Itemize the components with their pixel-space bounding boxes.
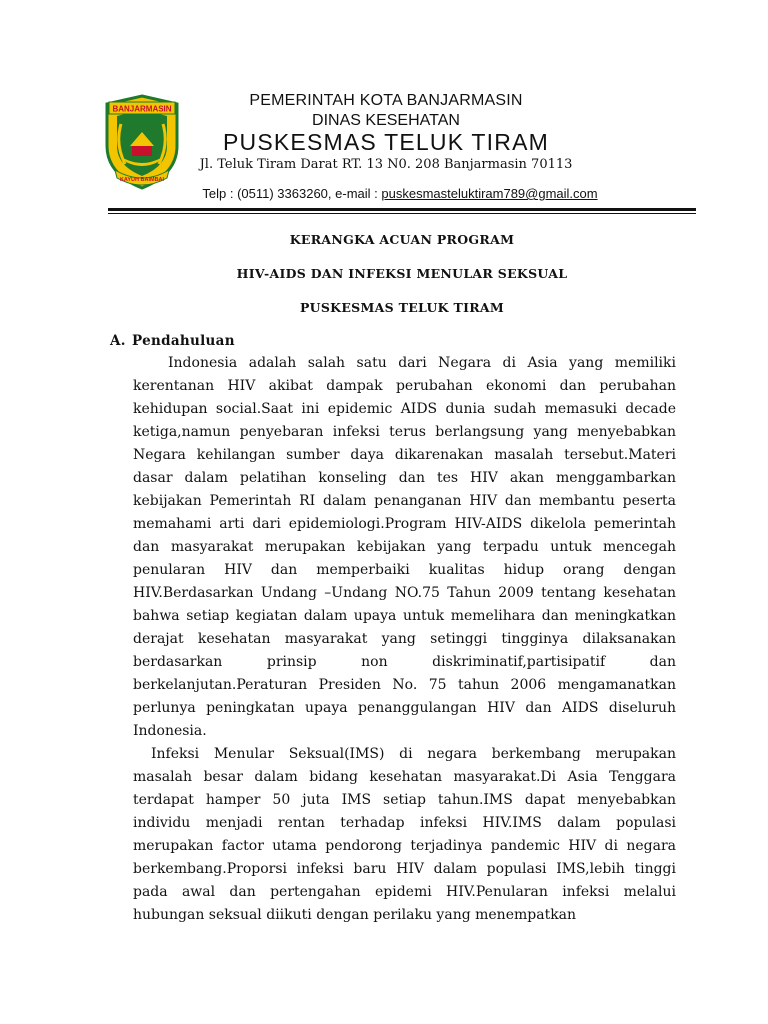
contact-line — [110, 186, 690, 201]
section-number: A. — [110, 333, 126, 349]
institution-address: Jl. Teluk Tiram Darat RT. 13 N0. 208 Banjarmasin 70113 — [199, 157, 573, 172]
email-link[interactable]: puskesmasteluktiram789@gmail.com — [381, 186, 598, 201]
letterhead-divider-thin — [108, 213, 696, 214]
logo-top-text: BANJARMASIN — [112, 104, 172, 114]
paragraph-ims: Infeksi Menular Seksual(IMS) di negara berkembang merupakan masalah besar dalam bidang kesehatan masyarakat.Di Asia Tenggara terdapat hamper 50 juta IMS setiap tahun.IMS dapat menyebabkan individu menjadi rentan terhadap infeksi HIV.IMS dalam populasi merupakan factor utama pendorong terjadinya pandemic HIV di negara berkembang.Proporsi infeksi baru HIV dalam populasi IMS,lebih tinggi pada awal dan pertengahan epidemi HIV.Penularan infeksi melalui hubungan seksual diikuti dengan perilaku yang menempatkan — [133, 746, 676, 923]
logo-bottom-text: KAYUH BAIMBAI — [119, 177, 165, 183]
institution-name: PUSKESMAS TELUK TIRAM — [223, 129, 549, 155]
document-subtitle: HIV-AIDS DAN INFEKSI MENULAR SEKSUAL — [236, 266, 568, 281]
government-name: PEMERINTAH KOTA BANJARMASIN — [249, 92, 523, 109]
document-institution-title: PUSKESMAS TELUK TIRAM — [299, 300, 505, 315]
contact-phone: Telp : (0511) 3363260, e-mail : — [202, 186, 382, 201]
document-title: KERANGKA ACUAN PROGRAM — [289, 232, 515, 247]
paragraph-introduction: Indonesia adalah salah satu dari Negara di Asia yang memiliki kerentanan HIV akibat dampak perubahan ekonomi dan perubahan kehidupan social.Saat ini epidemic AIDS dunia sudah memasuki decade ketiga,namun penyebaran infeksi terus berlangsung yang menyebabkan Negara kehilangan sumber daya dikarenakan masalah tersebut.Materi dasar dalam pelatihan konseling dan tes HIV akan menggambarkan kebijakan Pemerintah RI dalam penanganan HIV dan membantu peserta memahami arti dari epidemiologi.Program HIV-AIDS dikelola pemerintah dan masyarakat merupakan kebijakan yang terpadu untuk mencegah penularan HIV dan memperbaiki kualitas hidup orang dengan HIV.Berdasarkan Undang –Undang NO.75 Tahun 2009 tentang kesehatan bahwa setiap kegiatan dalam upaya untuk memelihara dan meningkatkan derajat kesehatan masyarakat yang setinggi tingginya dilaksanakan berdasarkan prinsip non diskriminatif,partisipatif dan berkelanjutan.Peraturan Presiden No. 75 tahun 2006 mengamanatkan perlunya peningkatan upaya penanggulangan HIV dan AIDS diseluruh Indonesia. — [133, 355, 676, 739]
section-heading — [110, 333, 235, 349]
city-emblem-logo — [103, 94, 181, 190]
section-title: Pendahuluan — [132, 333, 235, 349]
letterhead-divider-thick — [108, 208, 696, 211]
department-name: DINAS KESEHATAN — [312, 112, 460, 129]
